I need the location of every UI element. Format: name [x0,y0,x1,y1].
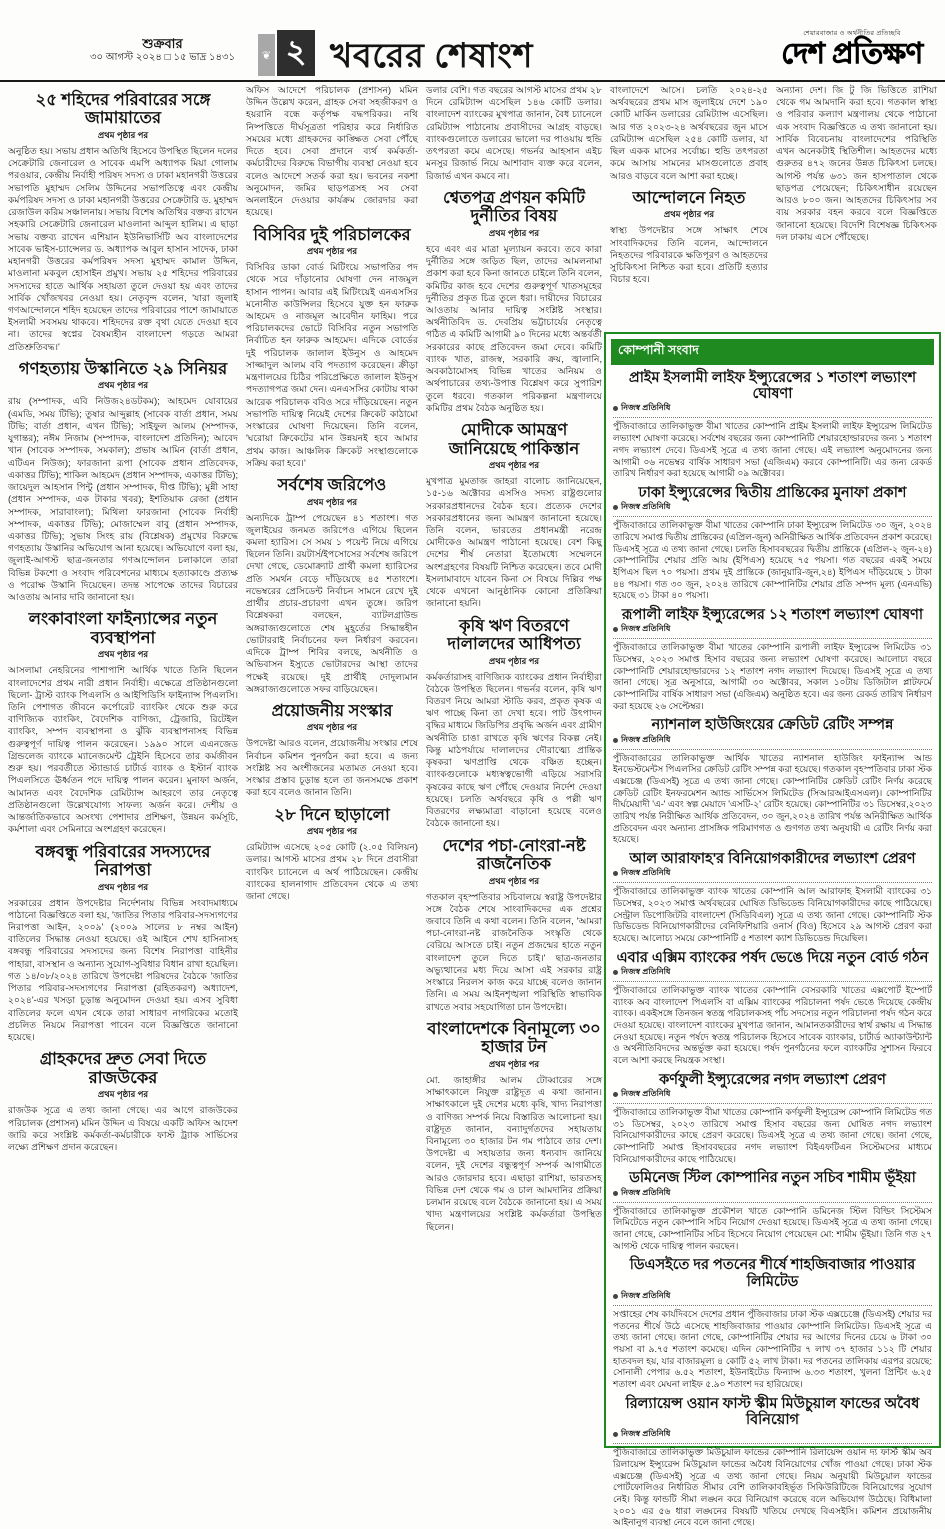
byline-row [613,1088,932,1104]
article [613,1072,932,1166]
continued-label: প্রথম পৃষ্ঠার পর [306,246,358,257]
continued-label: প্রথম পৃষ্ঠার পর [97,380,149,391]
article-headline: লংকাবাংলা ফাইন্যান্সের নতুন ব্যবস্থাপনা [28,610,218,647]
article-body: পুঁজিবাজারে তালিকাভুক্ত বীমা খাতের কোম্পানি কর্ণফুলী ইন্স্যুরেন্স কোম্পানি লিমিটেড গত ৩১ ডিসেম্বর, ২০২৩ তারিখে সমাপ্ত হিসাব বছরের জন্য ঘোষিত নগদ লভ্যাংশ বিনিয়োগকারীদের কাছে প্রেরণ করেছে। ডিএসই সূত্রে এ তথ্য জানা গেছে। জানা গেছে, কোম্পানিটি সমাপ্ত হিসাববছরের নগদ লভ্যাংশ বিইএফটিএন সিস্টেমসের মাধ্যমে বিনিয়োগকারীদের কাছে পাঠিয়েছে। [613,1107,932,1164]
article [246,476,418,695]
article-body: ডলার বেশি। গত বছরের আগস্ট মাসের প্রথম ২৮ দিনে রেমিট্যান্স এসেছিল ১৪৬ কোটি ডলার। বাংলাদেশ ব্যাংকের মুখপাত্র জানান, বৈধ চ্যানেলে রেমিট্যান্স পাঠানোয় প্রবাসীদের আগ্রহ বাড়ছে। ব্যাংকগুলোতে ডলারের ভালো দর পাওয়ায় হুন্ডি তৎপরতা কমে এসেছে। গভর্নর আহসান এইচ মনসুর রিজার্ভ নিয়ে আশাবাদ ব্যক্ত করে বলেন, রিজার্ভ এখন কমবে না। [426,85,602,181]
article [613,1396,932,1529]
article-headline: বিসিবির দুই পরিচালকের [253,225,411,244]
article-body: স্বাস্থ্য উপদেষ্টার সঙ্গে সাক্ষাৎ শেষে সাংবাদিকদের তিনি বলেন, আন্দোলনে নিহতদের পরিবারকে ক্ষতিপূরণ ও আহতদের সুচিকিৎসা নিশ্চিত করা হবে। প্রতিটি হত্যার বিচার হবে। [610,225,768,285]
article-headline: শ্বেতপত্র প্রণয়ন কমিটি দুর্নীতির বিষয় [443,188,585,226]
article [426,84,602,182]
byline-row [613,734,932,750]
bullet-icon [613,627,618,632]
company-news-header: কোম্পানী সংবাদ [611,339,934,365]
article-headline: আল আরাফাহ'র বিনিয়োগকারীদের লভ্যাংশ প্রেরণ [629,851,916,868]
article [8,610,238,835]
continued-label: প্রথম পৃষ্ঠার পর [97,649,149,660]
article-headline: ডিএসইতে দর পতনের শীর্ষে শাহজিবাজার পাওয়ার লিমিটেড [629,1257,916,1290]
article-headline: ২৮ দিনে ছাড়ালো [274,805,390,824]
article [613,950,932,1067]
continued-label: প্রথম পৃষ্ঠার পর [306,826,358,837]
article-headline: এবার এক্সিম ব্যাংকের পর্ষদ ভেঙে দিয়ে নতুন বোর্ড গঠন [616,949,929,966]
article [426,617,602,830]
continued-label: প্রথম পৃষ্ঠার পর [97,129,149,140]
byline-row [613,1290,932,1306]
bullet-icon [613,1432,618,1437]
section-title: খবরের শেষাংশ [330,37,534,75]
article [8,360,238,603]
news-column-5 [776,84,937,326]
news-column-4 [610,84,768,326]
article-body: পুঁজিবাজারের তালিকাভুক্ত আর্থিক খাতের ন্যাশনাল হাউজিং ফাইন্যান্স আন্ড ইনভেস্টমেন্টস পিএলসির ক্রেডিট রেটিং সম্পন্ন করা হয়েছে। গতকাল বৃহস্পতিবার ঢাকা স্টক এক্সচেঞ্জ (ডিএসই) সূত্রে এ তথ্য জানা গেছে। কোম্পানিটির ক্রেডিট রেটিং নির্ণয় করেছে ক্রেডিট রেটিং ইনফরমেশন অ্যান্ড সার্ভিসেস লিমিটেড (সিআরআইএসএল)। কোম্পানিটির দীর্ঘমেয়াদী 'এ-' এবং স্বল্প মেয়াদে 'এসটি-২' রেটিং হয়েছে। কোম্পানিটির ৩১ ডিসেম্বর,২০২৩ তারিখ পর্যন্ত নিরীক্ষিত আর্থিক প্রতিবেদন, ৩০ জুন,২০২৪ তারিখ পর্যন্ত অনিরীক্ষিত আর্থিক প্রতিবেদন এবং অন্যান্য প্রাসঙ্গিক পরিমাণগত ও গুণগত তথ্য অনুযায়ী এ রেটিং নির্ণয় করা হয়েছে। [613,752,932,845]
article-body: রেমিট্যান্স এসেছে ২০৫ কোটি (২.০৫ বিলিয়ন) ডলার। আগস্ট মাসের প্রথম ২৮ দিনে প্রবাসীরা ব্যাংকিং চ্যানেলে এ অর্থ পাঠিয়েছেন। কেন্দ্রীয় ব্যাংকের হালনাগাদ প্রতিবেদন থেকে এ তথ্য জানা গেছে। [246,842,418,902]
company-news-box [604,332,941,1528]
byline-row [613,867,932,883]
article-headline: ঢাকা ইন্স্যুরেন্সের দ্বিতীয় প্রান্তিকের মুনাফা প্রকাশ [638,484,907,501]
article [8,1050,238,1153]
article-body: সপ্তাহের শেষ কার্যদিবসে দেশের প্রধান পুঁজিবাজার ঢাকা স্টক এক্সচেঞ্জে (ডিএসই) শেয়ার দর পতনের শীর্ষে উঠে এসেছে শাহজিবাজার পাওয়ার কোম্পানি লিমিটেড। ডিএসই সূত্রে এ তথ্য জানা গেছে। জানা গেছে, কোম্পানিটির শেয়ার দর আগের দিনের চেয়ে ৬ টাকা ৩০ পয়সা বা ৯.৭৫ শতাংশ কমেছে। এদিন কোম্পানিটির ৭ লাখ ৩৭ হাজার ১১২ টি শেয়ার হাতবদল হয়, যার বাজারমূল্য ৪ কোটি ৫২ লাখ টাকা। দর পতনের তালিকায় এরপর রয়েছে: সোনালী পেপার ৬.৫২ শতাংশ, ইউনাইটেড ফিন্যান্স ৬.৩৩ শতাংশ, খুলনা প্রিন্টিং ৬.২৫ শতাংশ এবং মেঘনা লাইফ ৫.৯০ শতাংশ দর হারিয়েছে। [613,1308,932,1390]
article [610,84,768,182]
article-headline: কৃষি ঋণ বিতরণে দালালদের আধিপত্য [447,616,581,654]
article [426,189,602,414]
article [426,837,602,1013]
continued-label: প্রথম পৃষ্ঠার পর [488,227,540,238]
news-column-2 [246,84,418,1444]
reporter-byline: নিজস্ব প্রতিনিধি [621,624,671,634]
byline-row [613,623,932,639]
article-headline: রিল্যায়েন্স ওয়ান ফাস্ট স্কীম মিউচুয়াল ফান্ডের অবৈধ বিনিয়োগ [625,1395,920,1428]
article-body: কর্মকর্তারাসহ বাণিজ্যিক ব্যাংকের প্রধান নির্বাহীরা বৈঠকে উপস্থিত ছিলেন। গভর্নর বলেন, কৃষি ঋণ বিতরণ নিয়ে আমরা স্টাডি করব, প্রকৃত কৃষক এ ঋণ পাচ্ছে কিনা তা দেখা হবে। পাট উৎপাদন বৃদ্ধির মাধ্যমে জিডিপির প্রবৃদ্ধি অর্জন এবং গ্রামীণ অর্থনীতি চাঙা রাখতে কৃষি ঋণের বিকল্প নেই। কিন্তু মাঠপর্যায়ে দালালদের দৌরাত্ম্যে প্রান্তিক কৃষকরা ঋণপ্রাপ্তি থেকে বঞ্চিত হচ্ছেন। ব্যাংকগুলোকে মধ্যস্বত্বভোগী এড়িয়ে সরাসরি কৃষকের কাছে ঋণ পৌঁছে দেওয়ার নির্দেশ দেওয়া হয়েছে। চলতি অর্থবছরে কৃষি ও পল্লী ঋণ বিতরণের লক্ষ্যমাত্রা বাড়ানো হয়েছে বলেও বৈঠকে জানানো হয়। [426,671,602,829]
header-ornament-icon: ❦ [258,34,275,76]
bullet-icon [613,406,618,411]
byline-row [613,501,932,517]
article-body: অনুষ্ঠিত হয়। সভায় প্রধান অতিথি হিসেবে উপস্থিত ছিলেন দলের সেক্রেটারি জেনারেল ও সাবেক এমপি অধ্যাপক মিয়া গোলাম পরওয়ার, কেন্দ্রীয় নির্বাহী পরিষদ সদস্য ও ঢাকা মহানগরী উত্তরের সভাপতি মুহাম্মদ সেলিম উদ্দিনের সভাপতিত্বে এবং কেন্দ্রীয় কর্মপরিষদ সদস্য ও ঢাকা মহানগরী উত্তরের সেক্রেটারি ড. মুহাম্মদ রেজাউল করিম সঞ্চালনায়। সভায় বিশেষ অতিথির বক্তব্য রাখেন সহকারি সেক্রেটারি জেনারেল মাওলানা আব্দুল হালিম। এ ছাড়া সভায় বক্তব্য রাখেন এশিয়ান ইউনিভার্সিটি অব বাংলাদেশের সাবেক ভাইস-চ্যান্সেলর ড. অধ্যাপক আবুল হাসান সাদেক, ঢাকা মহানগরী উত্তরের কর্মপরিষদ সদস্য মুহাম্মদ কামাল উদ্দিন, মাওলানা মকবুল হোসাইন প্রমুখ। সভায় ২৫ শহিদের পরিবারের সদস্যদের হাতে আর্থিক সহায়তা তুলে দেওয়া হয় এবং তাদের সার্বিক খোঁজখবর নেওয়া হয়। নেতৃবৃন্দ বলেন, 'যারা জুলাই গণআন্দোলনে শহিদ হয়েছেন তাদের পরিবারের পাশে জামায়াতে ইসলামী সবসময় থাকবে। শহিদদের রক্ত বৃথা যেতে দেওয়া হবে না। তাদের স্বপ্নের বৈষম্যহীন বাংলাদেশ গড়তে আমরা প্রতিশ্রুতিবদ্ধ।' [8,145,238,352]
article-headline: ডমিনেজ স্টিল কোম্পানির নতুন সচিব শামীম ভূঁইয়া [629,1170,916,1187]
article-body: পুঁজিবাজারে তালিকাভুক্ত বীমা খাতের কোম্পানি রূপালী লাইফ ইন্স্যুরেন্স লিমিটেড ৩১ ডিসেম্বর, ২০২৩ সমাপ্ত হিসাব বছরের জন্য লভ্যাংশ ঘোষণা করেছে। আলোচ্য বছরে কোম্পানিটি শেয়ারহোল্ডারদের ১২ শতাংশ নগদ লভ্যাংশ দিয়েছে। ডিএসই সূত্রে এ তথ্য জানা গেছে। সূত্র অনুসারে, আগামী ৩০ অক্টোবর, সকাল ১০টায় ডিজিটাল প্লাটফর্মে কোম্পানিটির বার্ষিক সাধারণ সভা (এজিএম) অনুষ্ঠিত হবে। এর জন্য রেকর্ড তারিখ নির্ধারণ করা হয়েছে ২৬ সেপ্টেম্বর। [613,642,932,711]
bullet-icon [613,1191,618,1196]
reporter-byline: নিজস্ব প্রতিনিধি [621,868,671,878]
article-headline: আন্দোলনে নিহত [632,188,746,207]
bullet-icon [613,505,618,510]
article-headline: বাংলাদেশকে বিনামূল্যে ৩০ হাজার টন [427,1019,601,1057]
article [613,717,932,846]
article-body: রায় (সম্পাদক, এবি নিউজ২৪ডটকম); আহমেদ যোবায়ের (এমডি, সময় টিভি); তুষার আব্দুল্লাহ (সাবেক বার্তা প্রধান, সময় টিভি; বার্তা প্রধান, এখন টিভি); সাইফুল আলম (সম্পাদক, যুগান্তর); নঈম নিজাম (সম্পাদক, বাংলাদেশ প্রতিদিন); আবেদ খান (সাবেক সম্পাদক, সমকাল); প্রভাষ আমিন (বার্তা প্রধান, এটিএন নিউজ); ফারজানা রূপা (সাবেক প্রধান প্রতিবেদক, একাত্তর টিভি); শাকিল আহমেদ (প্রধান সম্পাদক, একাত্তর টিভি); জায়েদুল আহসান পিন্টু (প্রধান সম্পাদক, দীপ্ত টিভি); মুন্নী সাহা (প্রধান সম্পাদক, এক টাকার খবর); ইশতিয়াক রেজা (প্রধান সম্পাদক, সারাবাংলা); মিথিলা ফারজানা (সাবেক নির্বাহী সম্পাদক, একাত্তর টিভি); মোজাম্মেল বাবু (প্রধান সম্পাদক, একাত্তর টিভি); সুভাষ সিংহ রায় (বিশ্লেষক) প্রমুখের বিরুদ্ধে গণহত্যায় উস্কানির অভিযোগ আনা হয়েছে। অভিযোগে বলা হয়, জুলাই-আগস্ট ছাত্র-জনতার গণআন্দোলন চলাকালে তারা বিভিন্ন টকশো ও সংবাদ পরিবেশনের মাধ্যমে হত্যাকাণ্ডে প্রত্যক্ষ ও পরোক্ষ উস্কানি দিয়েছেন। তদন্ত সাপেক্ষে তাদের বিচারের আওতায় আনার দাবি জানানো হয়। [8,396,238,603]
article [426,1020,602,1233]
article [246,226,418,469]
date-block [70,36,255,65]
byline-row [613,402,932,418]
bullet-icon [613,871,618,876]
continued-label: প্রথম পৃষ্ঠার পর [306,722,358,733]
date-line: ৩০ আগস্ট ২০২৪ □ ১৫ ভাদ্র ১৪৩১ [90,52,235,64]
article-body: অফিস আদেশে পরিচালক (প্রশাসন) মমিন উদ্দিন উল্লেখ করেন, গ্রাহক সেবা সহজীকরণ ও হয়রানি বন্ধে কর্তৃপক্ষ বদ্ধপরিকর। নথি নিষ্পত্তিতে দীর্ঘসূত্রতা পরিহার করে নির্ধারিত সময়ের মধ্যে গ্রাহকদের কাঙ্ক্ষিত সেবা পৌঁছে দিতে হবে। সেবা প্রদানে ব্যর্থ কর্মকর্তা-কর্মচারীদের বিরুদ্ধে বিভাগীয় ব্যবস্থা নেওয়া হবে বলেও আদেশে সতর্ক করা হয়। ভবনের নকশা অনুমোদন, জমির ছাড়পত্রসহ সব সেবা অনলাইনে দেওয়ার কার্যক্রম জোরদার করা হয়েছে। [246,85,418,218]
news-column-1 [8,84,238,1444]
continued-label: প্রথম পৃষ্ঠার পর [97,1089,149,1100]
article [613,1257,932,1390]
article-body: পুঁজিবাজারে তালিকাভুক্ত প্রকৌশল খাতে কোম্পানি ডমিনেজ স্টিল বিল্ডিং সিস্টেমস লিমিটেডে নতুন কোম্পানি সচিব নিয়োগ দেওয়া হয়েছে। ডিএসই সূত্রে এ তথ্য জানা গেছে। জানা গেছে, কোম্পানিটির সচিব হিসেবে নিয়োগ পেয়েছেন মো: শামীম ভূঁইয়া। তিনি গত ২৭ আগস্ট থেকে দায়িত্ব পালন করছেন। [613,1205,932,1251]
article-body: আসলামা নেহরিনের পাশাপাশি আর্থিক খাতে তিনি ছিলেন বাংলাদেশের প্রথম নারী প্রধান নির্বাহী। এক্ষেত্রে প্রতিষ্ঠানগুলো ছিলো- ট্রাস্ট ব্যাংক পিএলসি ও আইপিডিসি ফাইন্যান্স পিএলসি। তিনি পেশাগত জীবনে কর্পোরেট ব্যাংকিং থেকে শুরু করে বাণিজ্যিক ব্যাংকিং, বৈদেশিক বাণিজ্য, ট্রেজারি, রিটেইল ব্যাংকিং, সম্পদ ব্যবস্থাপনা ও ঝুঁকি ব্যবস্থাপনাসহ বিভিন্ন গুরুত্বপূর্ণ দায়িত্ব পালন করেছেন। ১৯৯০ সালে এএনজেড গ্রিন্ডলেজ ব্যাংকে ম্যানেজমেন্ট ট্রেইনি হিসেবে তার কর্মজীবন শুরু হয়। পরবর্তীতে স্ট্যান্ডার্ড চার্টার্ড ব্যাংক ও ইস্টার্ন ব্যাংক পিএলসিতে ঊর্ধ্বতন পদে দায়িত্ব পালন করেন। মুনাফা অর্জন, আমানত এবং বৈদেশিক রেমিট্যান্স আহরণে তার নেতৃত্বে প্রতিষ্ঠানগুলো উল্লেখযোগ্য সাফল্য অর্জন করে। দেশীয় ও আন্তর্জাতিকভাবে অসংখ্য পেশাদার প্রশিক্ষণ, উন্নয়ন কর্মসূচি, কর্মশালা এবং সেমিনারে অংশগ্রহণ করেছেন। [8,665,238,835]
masthead [767,28,937,69]
article [776,84,937,243]
reporter-byline: নিজস্ব প্রতিনিধি [621,403,671,413]
article-headline: ২৫ শহিদের পরিবারের সঙ্গে জামায়াতের [35,91,211,128]
reporter-byline: নিজস্ব প্রতিনিধি [621,1187,671,1197]
continued-label: প্রথম পৃষ্ঠার পর [306,496,358,507]
article [246,806,418,903]
article-body: পুঁজিবাজারে তালিকাভুক্ত বীমা খাতের কোম্পানি ঢাকা ইন্স্যুরেন্স লিমিটেড ৩০ জুন, ২০২৪ তারিখে সমাপ্ত দ্বিতীয় প্রান্তিকের (এপ্রিল-জুন) অনিরীক্ষিত আর্থিক প্রতিবেদন প্রকাশ করেছে। ডিএসই সূত্রে এ তথ্য জানা গেছে। চলতি হিসাববছরের দ্বিতীয় প্রান্তিকে (এপ্রিল-২ জুন-২৪) কোম্পানিটির শেয়ার প্রতি আয় (ইপিএস) হয়েছে ৭৫ পয়সা। গত বছরের একই সময়ে ইপিএস ছিল ৭০ পয়সা। প্রথম দুই প্রান্তিকে (জানুয়ারি-জুন,২৪) ইপিএস দাঁড়িয়েছে ১ টাকা ৪৪ পয়সা। গত ৩০ জুন, ২০২৪ তারিখে কোম্পানিটির শেয়ার প্রতি সম্পদ মূল্য (এনএভি) হয়েছে ৩১ টাকা ৪০ পয়সা। [613,520,932,601]
newspaper-logo: দেশ প্রতিক্ষণ [781,38,923,70]
company-news-list [606,370,939,1529]
article-body: গতকাল বৃহস্পতিবার সচিবালয়ে স্বরাষ্ট্র উপদেষ্টার সঙ্গে বৈঠক শেষে সাংবাদিকদের এক প্রশ্নের জবাবে তিনি এ কথা বলেন। তিনি বলেন, 'আমরা পচা-নোংরা-নষ্ট রাজনৈতিক সংস্কৃতি থেকে বেরিয়ে আসতে চাই। নতুন প্রজন্মের হাতে নতুন বাংলাদেশ তুলে দিতে চাই।' ছাত্র-জনতার অভ্যুত্থানের মধ্য দিয়ে আসা এই সরকার রাষ্ট্র সংস্কারে নিরলস কাজ করে যাচ্ছে বলেও জানান তিনি। এ সময় আইনশৃঙ্খলা পরিস্থিতি স্বাভাবিক রাখতে সবার সহযোগিতা চান উপদেষ্টা। [426,891,602,1012]
article-body: পুঁজিবাজারে তালিকাভুক্ত বীমা খাতের কোম্পানি প্রাইম ইসলামী লাইফ ইন্স্যুরেন্স লিমিটেড লভ্যাংশ ঘোষণা করেছে। সর্বশেষ বছরের জন্য কোম্পানিটি শেয়ারহোল্ডারদের জন্য ১ শতাংশ নগদ লভ্যাংশ দেবে। ডিএসই সূত্রে এ তথ্য জানা গেছে। এই লভ্যাংশ অনুমোদনের জন্য আগামী ০৬ নভেম্বর বার্ষিক সাধারণ সভা (এজিএম) করবে কোম্পানিটি। এর জন্য রেকর্ড তারিখ নির্ধারণ করা হয়েছে আগামী ০৯ অক্টোবর। [613,421,932,479]
article-body: সরকারের প্রধান উপদেষ্টার নির্দেশনায় বিভিন্ন সংবাদমাধ্যমে পাঠানো বিজ্ঞপ্তিতে বলা হয়, 'জাতির পিতার পরিবার-সদস্যগণের নিরাপত্তা আইন, ২০০৯' (২০০৯ সালের ৮ নম্বর আইন) বাতিলের সিদ্ধান্ত নেওয়া হয়েছে। ওই আইনে শেখ হাসিনাসহ বঙ্গবন্ধু পরিবারের সদস্যদের জন্য বিশেষ নিরাপত্তা বাহিনীর পাহারা, বাসস্থান ও অন্যান্য সুযোগ-সুবিধার বিধান রাখা হয়েছিল। গত ১৪/০৮/২০২৪ তারিখে উপদেষ্টা পরিষদের বৈঠকে 'জাতির পিতার পরিবার-সদস্যগণের নিরাপত্তা (রহিতকরণ) অধ্যাদেশ, ২০২৪'-এর খসড়া চূড়ান্ত অনুমোদন দেওয়া হয়। এসব সুবিধা বাতিলের ফলে এখন থেকে তারা সাধারণ নাগরিকের মতোই প্রচলিত নিয়মে নিরাপত্তা পাবেন বলে বিজ্ঞপ্তিতে জানানো হয়েছে। [8,897,238,1043]
article-headline: সর্বশেষ জরিপেও [277,476,387,495]
continued-label: প্রথম পৃষ্ঠার পর [488,655,540,666]
bullet-icon [613,738,618,743]
article-body: পুঁজিবাজারে তালিকাভুক্ত ব্যাংক খাতের কোম্পানি আল আরাফাহ ইসলামী ব্যাংকের ৩১ ডিসেম্বর, ২০২৩ সমাপ্ত অর্থবছরের ঘোষিত ডিভিডেন্ড বিনিয়োগকারীদের কাছে পাঠিয়েছে। সেন্ট্রাল ডিপোজিটরি বাংলাদেশ (সিডিবিএল) সূত্রে এ তথ্য জানা গেছে। কোম্পানিটি স্টক ডিভিডেন্ড বিনিয়োগকারীদের বেনিফিশিয়ারি ওনার্স (বিও) হিসেবে ২৯ আগস্ট প্রেরণ করা হয়েছে। আলোচ্য সময়ে কোম্পানিটি ৫ শতাংশ ক্যাশ ডিভিডেন্ড দিয়েছিল। [613,886,932,944]
continued-label: প্রথম পৃষ্ঠার পর [663,209,715,220]
article-body: অন্যদিকে ট্রাম্প পেয়েছেন ৪১ শতাংশ। গত জুলাইয়ের জনমত জরিপেও এগিয়ে ছিলেন কমলা হ্যারিস। সে সময় ১ পয়েন্ট নিয়ে এগিয়ে ছিলেন তিনি। রয়টার্স/ইপসোসের সর্বশেষ জরিপে দেখা গেছে, ডেমোক্র্যাট প্রার্থী কমলা হ্যারিসের প্রতি সমর্থন বেড়ে দাঁড়িয়েছে ৪৫ শতাংশে। নভেম্বরের প্রেসিডেন্ট নির্বাচন সামনে রেখে দুই প্রার্থীর প্রচার-প্রচারণা এখন তুঙ্গে। জরিপ বিশ্লেষকরা বলছেন, ব্যাটলগ্রাউন্ড অঙ্গরাজ্যগুলোতে শেষ মুহূর্তের সিদ্ধান্তহীন ভোটাররাই নির্বাচনের ফল নির্ধারণ করবেন। এদিকে ট্রাম্প শিবির বলছে, অর্থনীতি ও অভিবাসন ইস্যুতে ভোটারদের আস্থা তাদের পক্ষেই রয়েছে। দুই প্রার্থীই দোদুল্যমান অঙ্গরাজ্যগুলোতে সফর বাড়িয়েছেন। [246,512,418,694]
article-body: রাজউক সূত্রে এ তথ্য জানা গেছে। এর আগে রাজউকের পরিচালক (প্রশাসন) মমিন উদ্দিন এ বিষয়ে একটি অফিস আদেশ জারি করে সংশ্লিষ্ট কর্মকর্তা-কর্মচারীকে ফাস্ট ট্র্যাক সার্ভিসের লক্ষ্যে প্রশিক্ষণ প্রদান করেছেন। [8,1105,238,1152]
article [426,421,602,610]
article [610,189,768,286]
article [8,91,238,353]
article-body: পুঁজিবাজারে তালিকাভুক্ত ব্যাংক খাতের কোম্পানি বেসরকারি খাতের এক্সপোর্ট ইম্পোর্ট ব্যাংক অব বাংলাদেশ পিএলসি বা এক্সিম ব্যাংকের পরিচালনা পর্ষদ ভেঙে দিয়েছে কেন্দ্রীয় ব্যাংক। একইসঙ্গে তিনজন স্বতন্ত্র পরিচালকসহ পাঁচ সদস্যের নতুন পরিচালনা পর্ষদ গঠন করে দেওয়া হয়েছে। বাংলাদেশ ব্যাংকের মুখপাত্র জানান, আমানতকারীদের স্বার্থ রক্ষায় এ সিদ্ধান্ত নেওয়া হয়েছে। নতুন পর্ষদে স্বতন্ত্র পরিচালক হিসেবে সাবেক ব্যাংকার, চার্টার্ড অ্যাকাউন্ট্যান্ট ও অর্থনীতিবিদদের অন্তর্ভুক্ত করা হয়েছে। পর্ষদ পুনর্গঠনের ফলে ব্যাংকটির সুশাসন ফিরবে বলে আশা করছে নিয়ন্ত্রক সংস্থা। [613,984,932,1066]
continued-label: প্রথম পৃষ্ঠার পর [488,460,540,471]
article-headline: কর্ণফুলী ইন্স্যুরেন্সের নগদ লভ্যাংশ প্রেরণ [659,1071,886,1088]
news-column-3 [426,84,602,1444]
byline-row [613,966,932,982]
continued-label: প্রথম পৃষ্ঠার পর [488,1058,540,1069]
article-body: বিসিবির ডাকা বোর্ড মিটিংয়ে সভাপতির পদ থেকে সরে দাঁড়ানোর ঘোষণা দেন নাজমুল হাসান পাপন। আবার এই মিটিংয়েই এনএসসির মনোনীত কাউন্সিলর হিসেবে যুক্ত হন ফারুক আহমেদ ও নাজমূল আবেদীন ফাহিম। পরে পরিচালকদের ভোটে বিসিবির নতুন সভাপতি নির্বাচিত হন ফারুক আহমেদ। এদিকে বোর্ডের দুই পরিচালক জালাল ইউনুস ও আহমেদ সাজ্জাদুল আলম ববি পদত্যাগ করেছেন। ক্রীড়া মন্ত্রণালয়ের চিঠির পরিপ্রেক্ষিতে জালাল ইউনুস পদত্যাগপত্র জমা দেন। এনএসসির কোটায় থাকা আরেক পরিচালক ববিও সরে দাঁড়িয়েছেন। নতুন সভাপতি দায়িত্ব নিয়েই দেশের ক্রিকেট কাঠামো সংস্কারের ঘোষণা দিয়েছেন। তিনি বলেন, 'ঘরোয়া ক্রিকেটের মান উন্নয়নই হবে আমার প্রথম কাজ। আঞ্চলিক ক্রিকেট সংস্থাগুলোকে সক্রিয় করা হবে।' [246,262,418,468]
article-body: বাংলাদেশে আসে। চলতি ২০২৪-২৫ অর্থবছরের প্রথম মাস জুলাইয়ে দেশে ১৯০ কোটি মার্কিন ডলারের রেমিট্যান্স এসেছিল। আর গত ২০২৩-২৪ অর্থবছরের জুন মাসে রেমিট্যান্স এসেছিল ২৫৪ কোটি ডলার, যা ছিল একক মাসের সর্বোচ্চ। হুন্ডি তৎপরতা কমে আসায় সামনের মাসগুলোতে প্রবাহ আরও বাড়বে বলে আশা করা হচ্ছে। [610,85,768,181]
article [613,851,932,945]
article-headline: মোদীকে আমন্ত্রণ জানিয়েছে পাকিস্তান [448,421,580,458]
continued-label: প্রথম পৃষ্ঠার পর [97,881,149,892]
article-headline: গণহত্যায় উস্কানিতে ২৯ সিনিয়র [18,359,228,378]
bullet-icon [613,1294,618,1299]
reporter-byline: নিজস্ব প্রতিনিধি [621,1290,671,1300]
reporter-byline: নিজস্ব প্রতিনিধি [621,502,671,512]
bullet-icon [613,970,618,975]
article-headline: প্রাইম ইসলামী লাইফ ইন্স্যুরেন্সের ১ শতাংশ লভ্যাংশ ঘোষণা [628,370,917,403]
byline-row [613,1187,932,1203]
article-body: পুঁজিবাজারে তালিকাভুক্ত মিউচুয়াল ফান্ডের কোম্পানি রিলায়েন্স ওয়ান দ্য ফার্স্ট স্কীম অব রিলায়েন্স ইন্স্যুরেন্স মিউচুয়াল ফান্ডের অবৈধ বিনিয়োগের খোঁজ পাওয়া গেছে। ঢাকা স্টক এক্সচেঞ্জ (ডিএসই) সূত্রে এ তথ্য জানা গেছে। নিয়ম অনুযায়ী মিউচুয়াল ফান্ডের পোর্টফোলিওর নির্ধারিত সীমার বেশি তালিকাবহির্ভূত সিকিউরিটিজে বিনিয়োগের সুযোগ নেই। কিন্তু ফান্ডটি সীমা লঙ্ঘন করে বিনিয়োগ করেছে বলে অভিযোগ উঠেছে। বিধিমালা ২০০১ এর ৫৬ ধারা লঙ্ঘনের বিষয়টি খতিয়ে দেখছে বিএসইসি। কমিশন প্রয়োজনীয় আইনানুগ ব্যবস্থা নেবে বলে জানা গেছে। [613,1447,932,1528]
article-headline: রূপালী লাইফ ইন্স্যুরেন্সের ১২ শতাংশ লভ্যাংশ ঘোষণা [621,606,924,623]
masthead-tagline: শেয়ারবাজার ও অর্থনীতির প্রতিচ্ছবি [803,30,901,37]
article-headline: গ্রাহকদের দ্রুত সেবা দিতে রাজউকের [39,1050,207,1087]
article [246,702,418,799]
article [246,84,418,219]
article-headline: ন্যাশনাল হাউজিংয়ের ক্রেডিট রেটিং সম্পন্ন [651,717,894,734]
article-body: অন্যান্য দেশ। জি টু জি ভিত্তিতে রাশিয়া থেকে গম আমদানি করা হবে। গতকাল স্বাস্থ্য ও পরিবার কল্যাণ মন্ত্রণালয় থেকে পাঠানো এক সংবাদ বিজ্ঞপ্তিতে এ তথ্য জানানো হয়। সার্বিক বিবেচনায় বাংলাদেশের পরিস্থিতি এখন অনেকটাই স্থিতিশীল। আহতদের মধ্যে গুরুতর ৪৭২ জনের উন্নত চিকিৎসা চলছে। আগস্ট পর্যন্ত ৬৩১ জন হাসপাতাল থেকে ছাড়পত্র পেয়েছেন; চিকিৎসাধীন রয়েছেন আরও ৮০০ জন। আহতদের চিকিৎসার সব ব্যয় সরকার বহন করবে বলে বিজ্ঞপ্তিতে জানানো হয়েছে। বিদেশি বিশেষজ্ঞ চিকিৎসক দল ঢাকায় এসে পৌঁছেছে। [776,85,937,242]
reporter-byline: নিজস্ব প্রতিনিধি [621,966,671,976]
article [613,607,932,712]
article-body: মুখপাত্র মুমতাজ জাহরা বালোচ জানিয়েছেন, ১৫-১৬ অক্টোবর এসসিও সদস্য রাষ্ট্রগুলোর সরকারপ্রধানদের বৈঠক হবে। প্রত্যেক দেশের সরকারপ্রধানের জন্য আমন্ত্রণ জানানো হয়েছে। তিনি বলেন, ভারতের প্রধানমন্ত্রী নরেন্দ্র মোদীকেও আমন্ত্রণ পাঠানো হয়েছে। বেশ কিছু দেশের শীর্ষ নেতারা ইতোমধ্যে সম্মেলনে অংশগ্রহণের বিষয়টি নিশ্চিত করেছেন। তবে মোদী ইসলামাবাদে যাবেন কিনা সে বিষয়ে দিল্লির পক্ষ থেকে এখনো আনুষ্ঠানিক কোনো প্রতিক্রিয়া জানানো হয়নি। [426,476,602,609]
page-number-badge: ২ [277,30,315,76]
article-body: হবে এবং এর মাত্রা মূল্যায়ন করবে। তবে কারা দুর্নীতির সঙ্গে জড়িত ছিল, তাদের আমলনামা প্রকাশ করা হবে কিনা জানতে চাইলে তিনি বলেন, কমিটির কাজ হবে দেশের গুরুত্বপূর্ণ খাতসমূহের দুর্নীতির প্রকৃত চিত্র তুলে ধরা। দায়ীদের বিচারের আওতায় আনার দায়িত্ব সংশ্লিষ্ট সংস্থার। অর্থনীতিবিদ ড. দেবপ্রিয় ভট্টাচার্যের নেতৃত্বে গঠিত এ কমিটি আগামী ৯০ দিনের মধ্যে অন্তর্বর্তী সরকারের কাছে প্রতিবেদন জমা দেবে। কমিটি ব্যাংক খাত, রাজস্ব, সরকারি ক্রয়, জ্বালানি, অবকাঠামোসহ বিভিন্ন খাতের অনিয়ম ও অর্থপাচারের তথ্য-উপাত্ত বিশ্লেষণ করে সুপারিশ তুলে ধরবে। গতকাল পরিকল্পনা মন্ত্রণালয়ে কমিটির প্রথম বৈঠক অনুষ্ঠিত হয়। [426,243,602,413]
article-headline: দেশের পচা-নোংরা-নষ্ট রাজনৈতিক [442,836,586,874]
article [613,1170,932,1252]
byline-row [613,1428,932,1444]
bullet-icon [613,1092,618,1097]
continued-label: প্রথম পৃষ্ঠার পর [488,875,540,886]
article-body: মো. জাহাঙ্গীর আলম টোব্বারের সঙ্গে সাক্ষাৎকালে নিযুক্ত রাষ্ট্রদূত এ কথা জানান। সাক্ষাৎকালে দুই দেশের মধ্যে কৃষি, খাদ্য নিরাপত্তা ও বাণিজ্য সম্পর্ক নিয়ে বিস্তারিত আলোচনা হয়। রাষ্ট্রদূত জানান, বন্যাদুর্গতদের সহায়তায় বিনামূল্যে ৩০ হাজার টন গম পাঠাবে তার দেশ। উপদেষ্টা এ সহায়তার জন্য ধন্যবাদ জানিয়ে বলেন, দুই দেশের বন্ধুত্বপূর্ণ সম্পর্ক আগামীতে আরও জোরদার হবে। এছাড়া রাশিয়া, ভারতসহ বিভিন্ন দেশ থেকে গম ও চাল আমদানির প্রক্রিয়া চলমান রয়েছে বলে বৈঠকে জানানো হয়। এ সময় খাদ্য মন্ত্রণালয়ের সংশ্লিষ্ট কর্মকর্তারা উপস্থিত ছিলেন। [426,1074,602,1232]
reporter-byline: নিজস্ব প্রতিনিধি [621,734,671,744]
weekday-label: শুক্রবার [142,36,183,51]
article-headline: প্রয়োজনীয় সংস্কার [271,702,393,721]
article [613,485,932,602]
article-headline: বঙ্গবন্ধু পরিবারের সদস্যদের নিরাপত্তা [35,842,211,880]
reporter-byline: নিজস্ব প্রতিনিধি [621,1429,671,1439]
page-header [0,0,945,82]
article [8,843,238,1044]
reporter-byline: নিজস্ব প্রতিনিধি [621,1089,671,1098]
article-body: উপদেষ্টা আরও বলেন, প্রয়োজনীয় সংস্কার শেষে নির্বাচন কমিশন পুনর্গঠন করা হবে। এ জন্য সংশ্লিষ্ট সব অংশীজনের মতামত নেওয়া হবে। সংস্কার প্রস্তাব চূড়ান্ত হলে তা জনসমক্ষে প্রকাশ করা হবে বলেও জানান তিনি। [246,738,418,798]
article [613,370,932,480]
